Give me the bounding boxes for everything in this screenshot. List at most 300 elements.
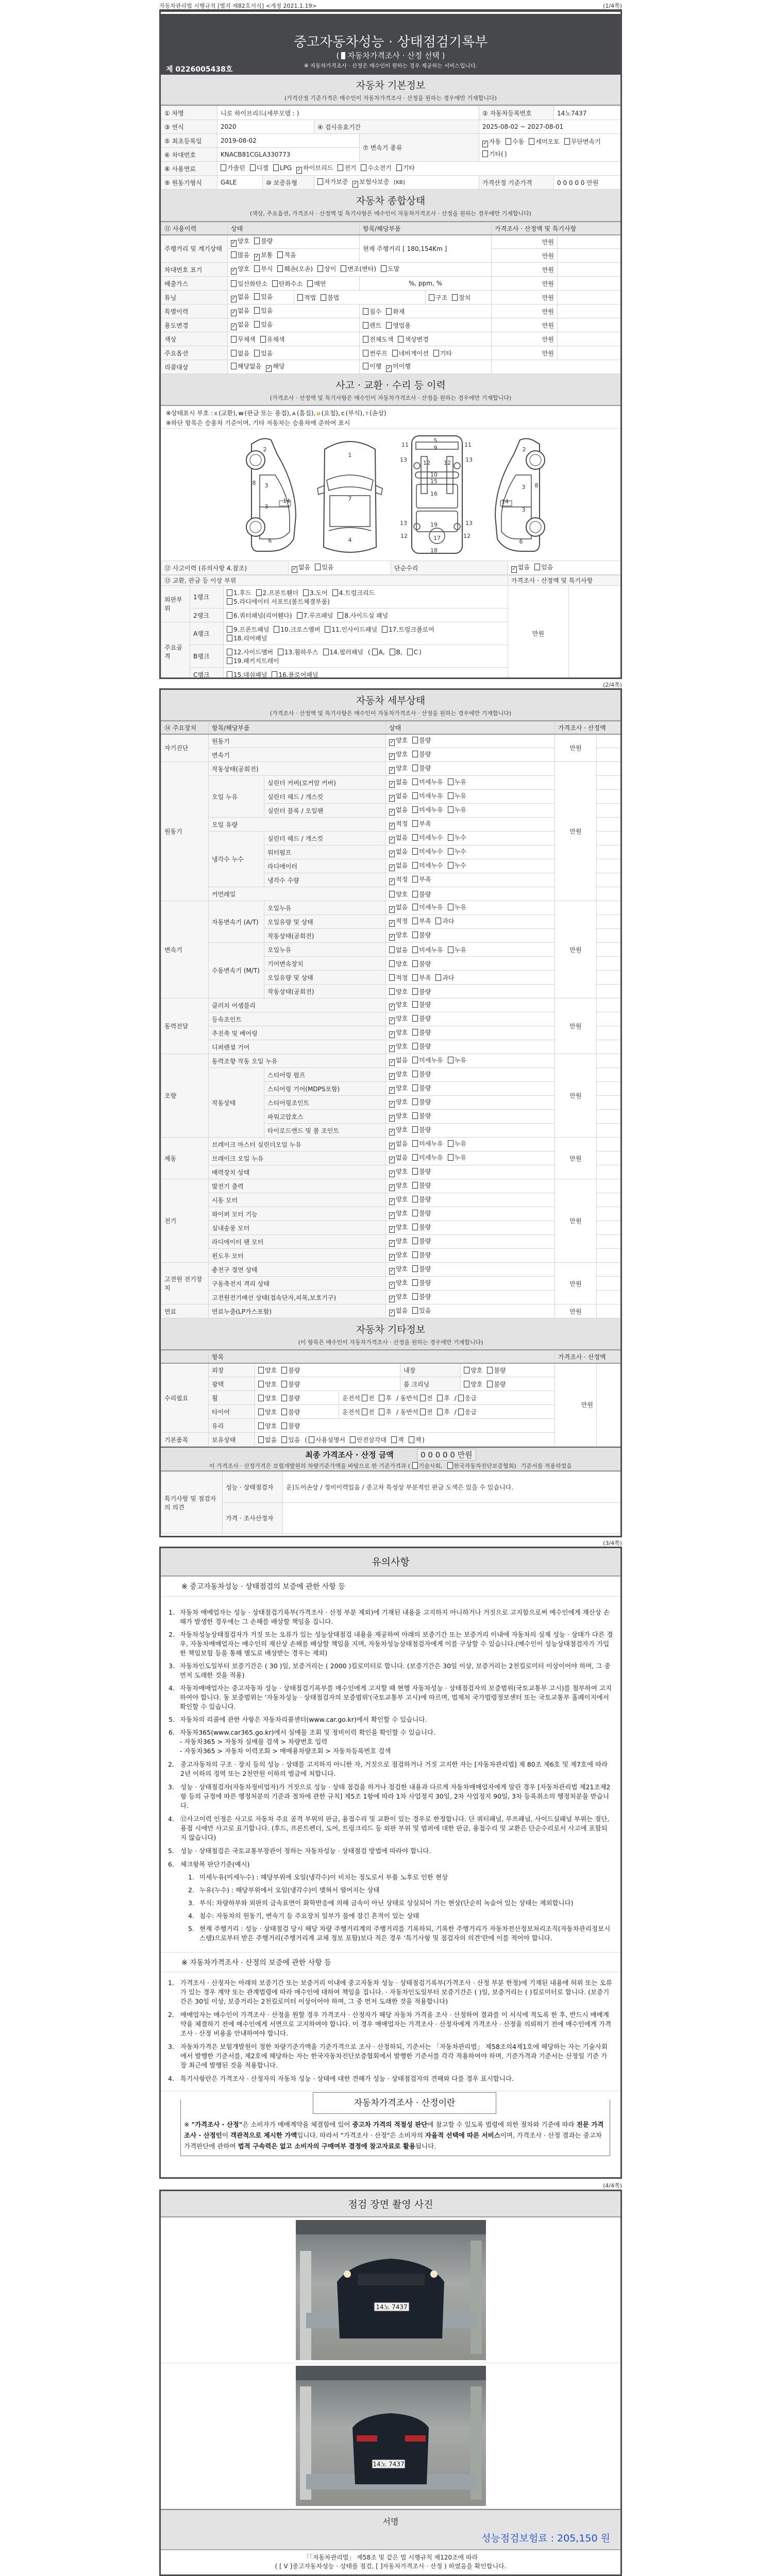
checked-checkbox[interactable] (389, 1143, 395, 1149)
checkbox[interactable] (272, 671, 277, 678)
checkbox[interactable] (363, 322, 368, 329)
checkbox-option[interactable] (389, 1168, 408, 1175)
checkbox-option[interactable] (292, 564, 310, 571)
checkbox-option[interactable] (448, 778, 466, 786)
checkbox-option[interactable] (447, 1463, 516, 1469)
checkbox-option[interactable] (435, 974, 454, 981)
checkbox[interactable] (363, 350, 368, 357)
checkbox[interactable] (258, 1381, 264, 1387)
checkbox[interactable] (448, 1057, 453, 1063)
checkbox-option[interactable] (227, 671, 267, 679)
checked-checkbox[interactable] (389, 1254, 395, 1261)
checkbox-option[interactable] (412, 765, 431, 772)
checkbox[interactable] (412, 904, 418, 910)
checkbox[interactable] (277, 265, 283, 272)
checkbox[interactable] (412, 792, 418, 799)
checkbox[interactable] (412, 765, 418, 771)
checked-checkbox[interactable] (389, 767, 395, 774)
checkbox[interactable] (412, 1140, 418, 1147)
checkbox-option[interactable] (506, 138, 524, 145)
checkbox-option[interactable] (231, 336, 256, 343)
checked-checkbox[interactable] (389, 1212, 395, 1219)
checkbox-option[interactable] (412, 1224, 431, 1231)
checkbox[interactable] (412, 751, 418, 757)
checkbox-option[interactable] (412, 1293, 431, 1300)
checkbox-option[interactable] (437, 1395, 450, 1402)
checkbox[interactable] (420, 1409, 426, 1415)
checkbox[interactable] (258, 1422, 264, 1429)
checkbox[interactable] (412, 1182, 418, 1189)
checkbox[interactable] (386, 322, 392, 329)
checked-checkbox[interactable] (389, 920, 395, 927)
checkbox-option[interactable] (448, 806, 466, 814)
checkbox[interactable] (412, 834, 418, 841)
checkbox[interactable] (379, 1395, 384, 1401)
checkbox[interactable] (412, 1015, 418, 1022)
checkbox[interactable] (433, 350, 439, 357)
checkbox-option[interactable] (323, 649, 363, 656)
checkbox[interactable] (412, 1238, 418, 1244)
checked-checkbox[interactable] (389, 1268, 395, 1275)
checkbox[interactable] (412, 1251, 418, 1258)
checkbox[interactable] (412, 1001, 418, 1008)
checkbox-option[interactable] (389, 931, 408, 939)
checkbox[interactable] (487, 1367, 493, 1374)
checkbox-option[interactable] (389, 778, 408, 786)
checkbox-option[interactable] (231, 321, 249, 328)
checkbox-option[interactable] (412, 1029, 431, 1036)
checkbox-option[interactable] (389, 848, 408, 855)
checkbox-option[interactable] (281, 1436, 300, 1444)
checkbox-option[interactable] (231, 363, 261, 370)
checkbox[interactable] (412, 918, 418, 924)
checkbox-option[interactable] (412, 1057, 443, 1064)
checkbox-option[interactable] (266, 363, 284, 370)
checkbox[interactable] (258, 1409, 264, 1415)
checkbox-option[interactable] (341, 265, 376, 273)
checkbox-option[interactable] (362, 1395, 375, 1402)
checkbox[interactable] (254, 350, 260, 357)
checked-checkbox[interactable] (389, 851, 395, 857)
checkbox-option[interactable] (363, 350, 388, 357)
checkbox-option[interactable] (254, 321, 273, 328)
checkbox-option[interactable] (392, 350, 429, 357)
checkbox[interactable] (281, 1381, 287, 1387)
checkbox[interactable] (227, 671, 232, 678)
checkbox-option[interactable] (338, 612, 388, 619)
checkbox[interactable] (448, 834, 453, 841)
checkbox[interactable] (254, 307, 260, 314)
checkbox-option[interactable] (361, 164, 391, 172)
checkbox[interactable] (350, 1436, 356, 1443)
checkbox[interactable] (321, 294, 326, 301)
checkbox[interactable] (409, 1436, 414, 1443)
checkbox[interactable] (332, 589, 338, 596)
checkbox-option[interactable] (389, 946, 408, 954)
checked-checkbox[interactable] (231, 310, 237, 316)
checkbox-option[interactable] (420, 1409, 433, 1416)
checkbox-option[interactable] (277, 251, 296, 259)
checkbox-option[interactable] (448, 1154, 466, 1161)
checkbox-option[interactable] (258, 1381, 277, 1388)
checkbox[interactable] (448, 904, 453, 910)
checkbox-option[interactable] (256, 589, 298, 597)
checkbox-option[interactable] (412, 931, 431, 939)
checkbox[interactable] (420, 1395, 426, 1401)
checkbox[interactable] (487, 1381, 493, 1387)
checked-checkbox[interactable] (389, 1198, 395, 1205)
checkbox[interactable] (437, 1395, 443, 1401)
checkbox-option[interactable] (389, 1279, 408, 1286)
checked-checkbox[interactable] (389, 1073, 395, 1080)
checked-checkbox[interactable] (389, 1240, 395, 1247)
checkbox-option[interactable] (389, 988, 408, 995)
checkbox[interactable] (231, 350, 237, 357)
checkbox-option[interactable] (297, 294, 316, 301)
checkbox[interactable] (297, 294, 303, 301)
checkbox-option[interactable] (389, 765, 408, 772)
checkbox-option[interactable] (372, 649, 385, 656)
checkbox-option[interactable] (412, 1168, 431, 1175)
checkbox[interactable] (429, 294, 434, 301)
checkbox-option[interactable] (412, 946, 443, 954)
checkbox-option[interactable] (464, 1381, 482, 1388)
checkbox[interactable] (227, 657, 232, 664)
checked-checkbox[interactable] (389, 753, 395, 760)
checked-checkbox[interactable] (254, 254, 260, 261)
checkbox-option[interactable] (254, 350, 273, 357)
checkbox-option[interactable] (448, 1057, 466, 1064)
checkbox-option[interactable] (386, 308, 405, 315)
checkbox[interactable] (227, 626, 232, 633)
checkbox[interactable] (361, 164, 366, 171)
checkbox-option[interactable] (412, 1140, 443, 1147)
checkbox[interactable] (412, 862, 418, 869)
checkbox[interactable] (448, 946, 453, 953)
checked-checkbox[interactable] (389, 1018, 395, 1024)
checkbox[interactable] (398, 336, 404, 343)
checkbox-option[interactable] (258, 1395, 277, 1402)
checkbox[interactable] (307, 280, 313, 287)
checkbox-option[interactable] (412, 834, 443, 841)
checkbox-option[interactable] (227, 598, 330, 605)
checkbox-option[interactable] (272, 280, 303, 287)
checkbox[interactable] (412, 1224, 418, 1230)
checkbox-option[interactable] (272, 671, 318, 679)
checkbox-option[interactable] (433, 350, 452, 357)
checkbox-option[interactable] (487, 1381, 506, 1388)
checkbox[interactable] (412, 1043, 418, 1049)
checkbox[interactable] (254, 238, 260, 244)
checkbox[interactable] (325, 626, 330, 633)
checkbox[interactable] (227, 649, 232, 655)
checkbox-option[interactable] (412, 1098, 431, 1106)
checked-checkbox[interactable] (231, 240, 237, 247)
checkbox-option[interactable] (412, 751, 431, 758)
checkbox-option[interactable] (389, 1293, 408, 1300)
checkbox-option[interactable] (412, 1071, 431, 1078)
checkbox-option[interactable] (281, 1422, 300, 1430)
checkbox[interactable] (448, 778, 453, 785)
checkbox-option[interactable] (254, 238, 273, 245)
checkbox-option[interactable] (274, 626, 320, 633)
checkbox[interactable] (412, 1210, 418, 1216)
checkbox[interactable] (227, 589, 232, 596)
checkbox-option[interactable] (389, 806, 408, 814)
checkbox[interactable] (412, 1126, 418, 1133)
checkbox-option[interactable] (412, 862, 443, 869)
checkbox-option[interactable] (389, 1210, 408, 1217)
checkbox[interactable] (363, 363, 368, 369)
checkbox[interactable] (412, 1154, 418, 1161)
checkbox[interactable] (277, 251, 283, 258)
checkbox-option[interactable] (389, 1084, 408, 1092)
checkbox-option[interactable] (379, 1409, 392, 1416)
checkbox[interactable] (341, 265, 346, 272)
checkbox[interactable] (389, 960, 395, 967)
checked-checkbox[interactable] (389, 795, 395, 802)
checkbox[interactable] (447, 1462, 453, 1469)
checkbox[interactable] (412, 1196, 418, 1202)
checkbox[interactable] (231, 280, 237, 287)
checkbox-option[interactable] (534, 564, 553, 571)
checkbox-option[interactable] (231, 293, 249, 300)
checkbox-option[interactable] (315, 564, 333, 571)
checkbox-option[interactable] (412, 1210, 431, 1217)
checkbox[interactable] (448, 848, 453, 855)
checkbox[interactable] (281, 1409, 287, 1415)
checkbox-option[interactable] (389, 1196, 408, 1203)
checkbox-option[interactable] (564, 138, 601, 145)
checkbox-option[interactable] (389, 820, 408, 827)
checked-checkbox[interactable] (482, 141, 488, 147)
checkbox[interactable] (412, 1279, 418, 1286)
checkbox[interactable] (412, 876, 418, 883)
checkbox-option[interactable] (362, 1409, 375, 1416)
checkbox-option[interactable] (227, 612, 292, 619)
checked-checkbox[interactable] (231, 296, 237, 302)
checkbox[interactable] (227, 612, 232, 619)
checkbox[interactable] (412, 848, 418, 855)
checkbox-option[interactable] (389, 1140, 408, 1147)
checkbox[interactable] (273, 164, 279, 171)
checked-checkbox[interactable] (389, 1226, 395, 1233)
checkbox[interactable] (250, 164, 256, 171)
checkbox-option[interactable] (260, 336, 285, 343)
checkbox[interactable] (448, 806, 453, 813)
checkbox-option[interactable] (297, 612, 333, 619)
checkbox[interactable] (412, 1071, 418, 1077)
checkbox-option[interactable] (386, 322, 411, 329)
checkbox[interactable] (396, 164, 402, 171)
checkbox[interactable] (448, 1140, 453, 1147)
checkbox[interactable] (482, 150, 488, 157)
checkbox-option[interactable] (412, 1182, 431, 1189)
checkbox-option[interactable] (281, 1367, 300, 1374)
checkbox-option[interactable] (258, 1367, 277, 1374)
checkbox-option[interactable] (389, 960, 408, 968)
checkbox-option[interactable] (482, 138, 501, 145)
checkbox[interactable] (412, 931, 418, 938)
checkbox-option[interactable] (487, 1367, 506, 1374)
checkbox-option[interactable] (389, 1071, 408, 1078)
checkbox-option[interactable] (389, 918, 408, 925)
checkbox[interactable] (435, 974, 441, 981)
checkbox-option[interactable] (382, 626, 434, 633)
checkbox-option[interactable] (389, 1015, 408, 1022)
checkbox-option[interactable] (458, 1409, 477, 1416)
checkbox-option[interactable] (429, 294, 447, 301)
checkbox-option[interactable] (412, 988, 431, 995)
checkbox-option[interactable] (448, 862, 466, 869)
checkbox-option[interactable] (381, 265, 399, 273)
checkbox-option[interactable] (448, 904, 466, 911)
checkbox[interactable] (412, 974, 418, 981)
checkbox-option[interactable] (412, 1112, 431, 1120)
checkbox-option[interactable] (396, 164, 415, 172)
checkbox-option[interactable] (258, 1422, 277, 1430)
checkbox-option[interactable] (412, 1043, 431, 1050)
checkbox-option[interactable] (386, 363, 411, 370)
checkbox-option[interactable] (389, 891, 408, 898)
checkbox-option[interactable] (420, 1395, 433, 1402)
checked-checkbox[interactable] (389, 1296, 395, 1302)
checkbox[interactable] (437, 1409, 443, 1415)
checkbox-option[interactable] (363, 363, 381, 370)
checkbox[interactable] (412, 1098, 418, 1105)
checkbox-option[interactable] (389, 1307, 408, 1314)
checkbox[interactable] (278, 649, 283, 655)
checkbox-option[interactable] (412, 891, 431, 898)
checkbox[interactable] (435, 918, 441, 924)
checkbox-option[interactable] (258, 1436, 277, 1444)
checkbox-option[interactable] (412, 1154, 443, 1161)
checked-checkbox[interactable] (389, 823, 395, 829)
checkbox-option[interactable] (389, 904, 408, 911)
checkbox-option[interactable] (389, 1238, 408, 1245)
checkbox-option[interactable] (412, 1279, 431, 1286)
checkbox[interactable] (412, 1057, 418, 1063)
checked-checkbox[interactable] (389, 1101, 395, 1108)
checkbox-option[interactable] (231, 350, 249, 357)
checkbox[interactable] (309, 1436, 314, 1443)
checkbox-option[interactable] (389, 834, 408, 841)
checkbox-option[interactable] (363, 336, 393, 343)
checkbox[interactable] (412, 806, 418, 813)
checkbox-option[interactable] (464, 1367, 482, 1374)
checkbox-option[interactable] (412, 1265, 431, 1273)
checkbox-option[interactable] (412, 820, 431, 827)
checkbox-option[interactable] (389, 792, 408, 800)
checkbox[interactable] (281, 1395, 287, 1401)
checkbox-option[interactable] (254, 251, 273, 259)
checkbox[interactable] (260, 336, 266, 343)
checkbox[interactable] (258, 1367, 264, 1374)
checked-checkbox[interactable] (389, 809, 395, 816)
checkbox[interactable] (281, 1436, 287, 1443)
checkbox-option[interactable] (435, 918, 454, 925)
checkbox[interactable] (281, 1367, 287, 1374)
checkbox-option[interactable] (281, 1409, 300, 1416)
checkbox-option[interactable] (482, 150, 510, 158)
checkbox[interactable] (412, 946, 418, 953)
checkbox-option[interactable] (281, 1395, 300, 1402)
checked-checkbox[interactable] (296, 167, 302, 174)
checkbox-option[interactable] (325, 626, 377, 633)
checkbox-option[interactable] (389, 1112, 408, 1120)
checked-checkbox[interactable] (389, 781, 395, 788)
checkbox[interactable] (534, 564, 540, 570)
checked-checkbox[interactable] (389, 1157, 395, 1163)
checked-checkbox[interactable] (389, 1310, 395, 1316)
checkbox[interactable] (258, 1436, 264, 1443)
checked-checkbox[interactable] (389, 1059, 395, 1066)
checked-checkbox[interactable] (389, 837, 395, 843)
checkbox-option[interactable] (254, 265, 273, 273)
checkbox-option[interactable] (307, 280, 326, 287)
checkbox[interactable] (412, 891, 418, 897)
checkbox-option[interactable] (511, 564, 530, 571)
checkbox-option[interactable] (273, 164, 292, 172)
checkbox[interactable] (529, 138, 534, 145)
checkbox[interactable] (274, 626, 279, 633)
checkbox-option[interactable] (231, 307, 249, 314)
checkbox[interactable] (506, 138, 511, 145)
checkbox-option[interactable] (389, 1029, 408, 1036)
checkbox-option[interactable] (231, 238, 249, 245)
checkbox-option[interactable] (389, 737, 408, 744)
checkbox[interactable] (412, 1307, 418, 1314)
checkbox[interactable] (254, 321, 260, 328)
checkbox-option[interactable] (412, 806, 443, 814)
checkbox[interactable] (412, 737, 418, 743)
checkbox[interactable] (227, 635, 232, 641)
checkbox-option[interactable] (412, 960, 431, 968)
checkbox[interactable] (389, 946, 395, 953)
checkbox-option[interactable] (412, 904, 443, 911)
checkbox[interactable] (363, 336, 368, 343)
checkbox-option[interactable] (309, 1436, 345, 1444)
checkbox-option[interactable] (389, 1224, 408, 1231)
checkbox-option[interactable] (321, 294, 339, 301)
checkbox-option[interactable] (227, 589, 251, 597)
checkbox-option[interactable] (412, 1238, 431, 1245)
checked-checkbox[interactable] (386, 365, 392, 372)
checkbox-option[interactable] (227, 649, 273, 656)
checkbox-option[interactable] (389, 1265, 408, 1273)
checkbox[interactable] (231, 251, 237, 258)
checkbox-option[interactable] (448, 834, 466, 841)
checkbox-option[interactable] (389, 862, 408, 869)
checkbox[interactable] (412, 1112, 418, 1119)
checkbox-option[interactable] (231, 280, 267, 287)
checkbox[interactable] (272, 280, 278, 287)
checked-checkbox[interactable] (389, 878, 395, 885)
checkbox-option[interactable] (412, 1015, 431, 1022)
checkbox-option[interactable] (412, 1251, 431, 1259)
checked-checkbox[interactable] (389, 1115, 395, 1122)
checkbox-option[interactable] (317, 178, 348, 185)
checkbox[interactable] (258, 1395, 264, 1401)
checkbox[interactable] (315, 564, 321, 570)
checkbox[interactable] (386, 308, 392, 315)
checked-checkbox[interactable] (266, 365, 272, 372)
checkbox-option[interactable] (412, 792, 443, 800)
checkbox-option[interactable] (409, 1436, 428, 1444)
checkbox[interactable] (458, 1409, 464, 1415)
checkbox-option[interactable] (254, 307, 273, 314)
checkbox[interactable] (412, 820, 418, 827)
